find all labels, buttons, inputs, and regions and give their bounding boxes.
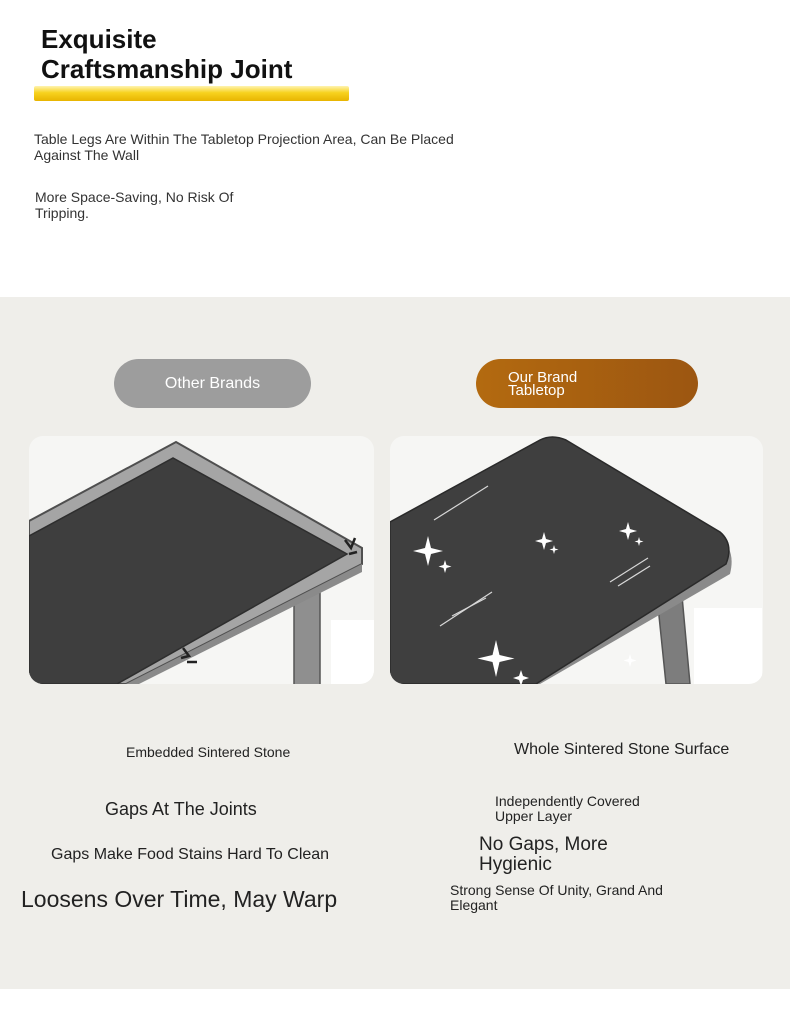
other-brands-table-image (29, 436, 374, 684)
our-brand-label-line-1: Our Brand (508, 368, 578, 386)
our-brand-label-line-2: Tabletop (508, 381, 565, 399)
whole-stone-table-illustration (390, 436, 763, 684)
light-patch (694, 608, 762, 684)
description-legs: Table Legs Are Within The Tabletop Projection Area, Can Be Placed Against The Wall (34, 131, 454, 163)
other-point-gaps: Gaps At The Joints (105, 799, 257, 819)
ours-point-covered: Independently Covered Upper Layer (495, 793, 640, 824)
our-brand-table-image (390, 436, 763, 684)
light-patch (331, 620, 374, 684)
other-brands-badge (114, 359, 311, 408)
ours-point-hygienic: No Gaps, More Hygienic (479, 834, 608, 875)
other-brands-label: Other Brands (164, 374, 261, 392)
embedded-table-illustration (29, 436, 374, 684)
our-brand-badge (476, 359, 698, 408)
title-line-2: Craftsmanship Joint (41, 54, 293, 84)
ours-subtitle: Whole Sintered Stone Surface (514, 741, 730, 758)
description-space: More Space-Saving, No Risk Of Tripping. (35, 189, 234, 221)
other-subtitle: Embedded Sintered Stone (126, 744, 291, 760)
title-line-1: Exquisite (41, 24, 157, 54)
other-point-stains: Gaps Make Food Stains Hard To Clean (51, 846, 330, 863)
page-title (41, 24, 292, 84)
title-highlight-bar (34, 86, 349, 101)
ours-point-unity: Strong Sense Of Unity, Grand And Elegant (450, 882, 663, 913)
other-point-warp: Loosens Over Time, May Warp (21, 886, 338, 912)
